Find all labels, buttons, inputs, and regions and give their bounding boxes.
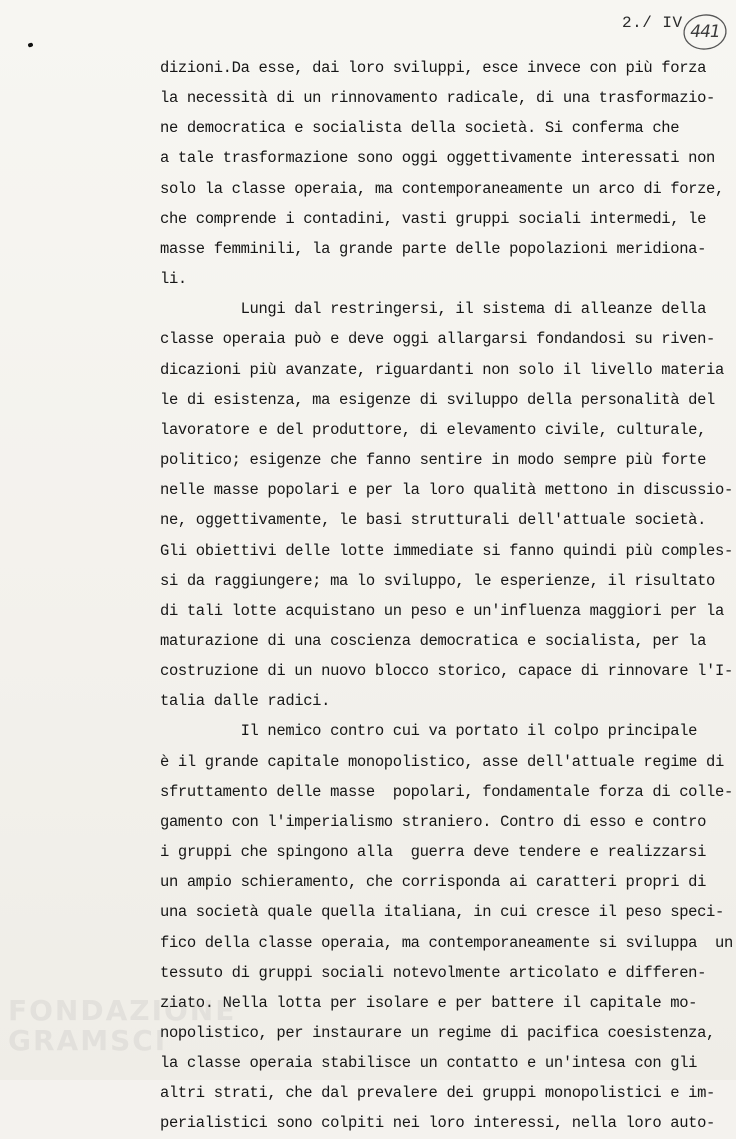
text-line: le di esistenza, ma esigenze di sviluppo della personalità del	[160, 390, 715, 409]
ink-mark	[27, 42, 33, 47]
text-line: ne, oggettivamente, le basi strutturali dell'attuale società.	[160, 511, 707, 530]
text-line: i gruppi che spingono alla guerra deve tendere e realizzarsi	[160, 843, 707, 862]
text-line: lavoratore e del produttore, di elevamento civile, culturale,	[160, 420, 707, 439]
text-line: la necessità di un rinnovamento radicale, di una trasformazio-	[160, 89, 715, 108]
text-line: classe operaia può e deve oggi allargarsi fondandosi su riven-	[160, 330, 715, 349]
text-line: perialistici sono colpiti nei loro interessi, nella loro auto-	[160, 1114, 715, 1133]
text-line: masse femminili, la grande parte delle popolazioni meridiona-	[160, 239, 707, 258]
text-line: sfruttamento delle masse popolari, fondamentale forza di colle-	[160, 782, 733, 801]
folio-number: 441	[690, 22, 720, 42]
text-line: costruzione di un nuovo blocco storico, capace di rinnovare l'I-	[160, 662, 733, 681]
watermark-line-1: FONDAZIONE	[8, 994, 237, 1027]
folio-handwritten-mark	[682, 12, 728, 52]
typewritten-body	[160, 53, 733, 1139]
text-line: si da raggiungere; ma lo sviluppo, le esperienze, il risultato	[160, 571, 715, 590]
text-line: maturazione di una coscienza democratica e socialista, per la	[160, 631, 707, 650]
text-line: Lungi dal restringersi, il sistema di alleanze della	[160, 300, 707, 319]
text-line: un ampio schieramento, che corrisponda ai caratteri propri di	[160, 873, 707, 892]
text-line: politico; esigenze che fanno sentire in modo sempre più forte	[160, 451, 707, 470]
text-line: ne democratica e socialista della società. Si conferma che	[160, 119, 680, 138]
text-line: altri strati, che dal prevalere dei gruppi monopolistici e im-	[160, 1084, 715, 1103]
text-line: Il nemico contro cui va portato il colpo principale	[160, 722, 698, 741]
text-line: di tali lotte acquistano un peso e un'influenza maggiori per la	[160, 601, 724, 620]
text-line: la classe operaia stabilisce un contatto e un'intesa con gli	[160, 1054, 698, 1073]
text-line: nelle masse popolari e per la loro qualità mettono in discussio-	[160, 481, 733, 500]
watermark-line-2: GRAMSCI	[8, 1024, 168, 1057]
text-line: dizioni.Da esse, dai loro sviluppi, esce invece con più forza	[160, 59, 707, 77]
page-number: 2./ IV	[622, 14, 683, 32]
text-line: gamento con l'imperialismo straniero. Contro di esso e contro	[160, 812, 707, 831]
text-line: a tale trasformazione sono oggi oggettivamente interessati non	[160, 149, 715, 168]
text-line: è il grande capitale monopolistico, asse dell'attuale regime di	[160, 752, 724, 771]
text-line: una società quale quella italiana, in cui cresce il peso speci-	[160, 903, 724, 922]
text-line: che comprende i contadini, vasti gruppi sociali intermedi, le	[160, 209, 707, 228]
text-line: li.	[160, 270, 187, 289]
text-line: nopolistico, per instaurare un regime di pacifica coesistenza,	[160, 1024, 715, 1042]
text-line: tessuto di gruppi sociali notevolmente articolato e differen-	[160, 963, 707, 982]
text-line: ziato. Nella lotta per isolare e per battere il capitale mo-	[160, 993, 698, 1012]
text-line: fico della classe operaia, ma contemporaneamente si sviluppa un	[160, 933, 733, 952]
text-line: Gli obiettivi delle lotte immediate si fanno quindi più comples-	[160, 541, 733, 560]
text-line: dicazioni più avanzate, riguardanti non solo il livello materia	[160, 360, 724, 379]
text-line: solo la classe operaia, ma contemporaneamente un arco di forze,	[160, 179, 724, 198]
text-line: talia dalle radici.	[160, 692, 331, 711]
